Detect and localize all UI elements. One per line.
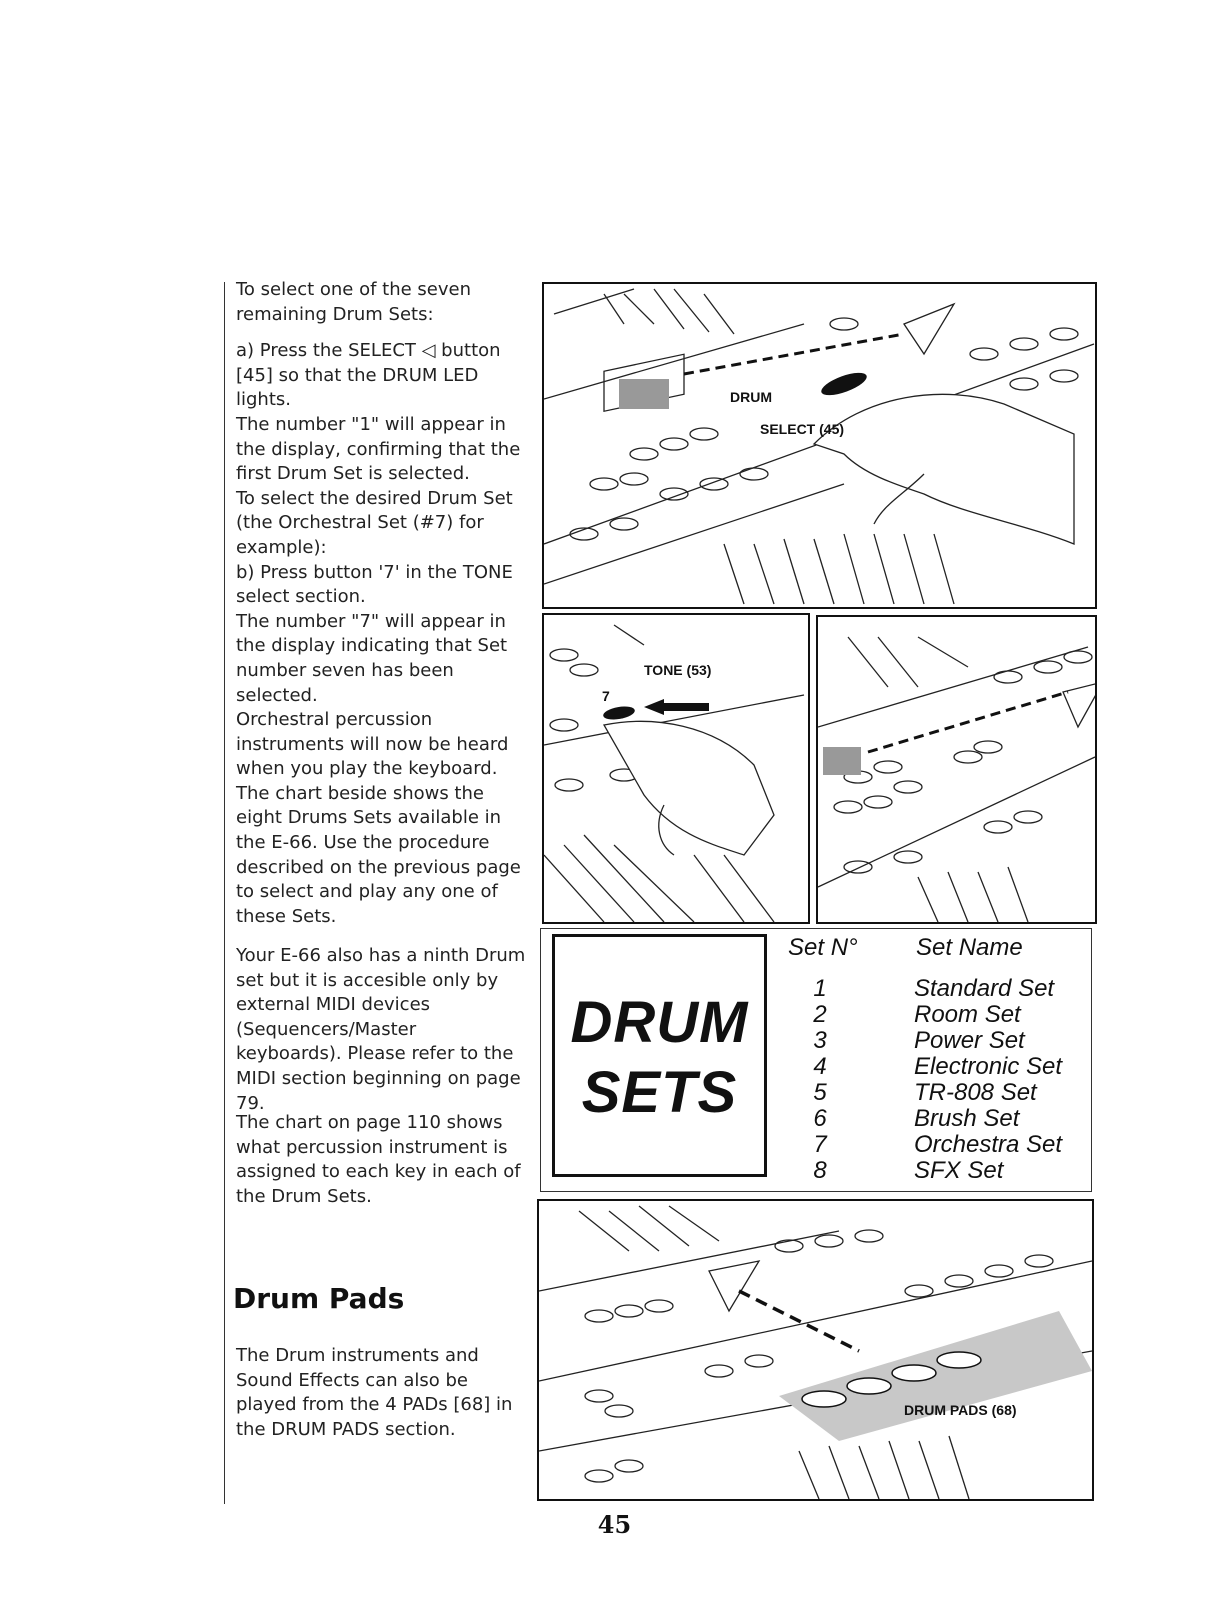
set-number: 1 (813, 975, 827, 1002)
set-name: TR-808 Set (914, 1079, 1037, 1106)
set-number: 5 (813, 1079, 827, 1106)
intro-text (236, 278, 526, 929)
illustration-drum-pads (537, 1199, 1094, 1501)
set-number-header: Set N° (788, 934, 858, 961)
illustration-select-button (542, 282, 1097, 609)
select-button-label: SELECT (45) (760, 421, 845, 437)
set-name: Brush Set (914, 1105, 1020, 1132)
drum-pads-paragraph: The Drum instruments and Sound Effects can also be played from the 4 PADs [68] in the DRUM PADS section. (236, 1345, 513, 1440)
display-drawing (818, 617, 1095, 922)
set-number: 6 (813, 1105, 827, 1132)
ninth-set-paragraph: Your E-66 also has a ninth Drum set but it is accesible only by external MIDI devices (Sequencers/Master keyboards). Please refer to the MIDI section beginning on page 79. (236, 945, 526, 1114)
step-a-result: The number "1" will appear in the display, confirming that the first Drum Set is selected. (236, 413, 521, 485)
set-number: 4 (813, 1053, 827, 1080)
tone-label: TONE (53) (644, 662, 712, 678)
tone-button-drawing (544, 615, 808, 922)
page-number: 45 (597, 1510, 632, 1539)
drum-pads-drawing (539, 1201, 1092, 1499)
illustration-display-seven (816, 615, 1097, 924)
set-name: Power Set (914, 1027, 1025, 1054)
margin-rule (224, 282, 225, 1504)
drum-pads-label: DRUM PADS (68) (904, 1402, 1017, 1418)
set-name-header: Set Name (916, 934, 1023, 961)
illustration-tone-button (542, 613, 810, 924)
chart-note: The chart beside shows the eight Drums Sets available in the E-66. Use the procedure described on the previous page to select and play any one of these Sets. (236, 782, 521, 927)
key-7-label: 7 (602, 688, 610, 704)
set-name: Room Set (914, 1001, 1021, 1028)
set-number: 2 (813, 1001, 827, 1028)
set-number: 7 (813, 1131, 827, 1158)
set-name: Orchestra Set (914, 1131, 1063, 1158)
set-name: Electronic Set (914, 1053, 1063, 1080)
step-b-result: The number "7" will appear in the display indicating that Set number seven has been selected. (236, 610, 508, 706)
intro-p1: To select one of the seven remaining Drum Sets: (236, 279, 472, 325)
chart-reference-paragraph: The chart on page 110 shows what percussion instrument is assigned to each key in each of the Drum Sets. (236, 1112, 521, 1207)
step-b-intro: To select the desired Drum Set (the Orchestral Set (#7) for example): (236, 487, 513, 558)
orchestral-note: Orchestral percussion instruments will now be heard when you play the keyboard. (236, 709, 509, 780)
drum-led-label: DRUM (730, 389, 772, 405)
drum-sets-title-line1: DRUM (570, 990, 749, 1055)
drum-sets-title-line2: SETS (581, 1060, 738, 1125)
set-number: 3 (813, 1027, 827, 1054)
set-name: Standard Set (914, 975, 1055, 1002)
step-a: a) Press the SELECT ◁ button [45] so that the DRUM LED lights. (236, 340, 501, 411)
drum-sets-title-box (552, 934, 767, 1177)
drum-pads-heading: Drum Pads (233, 1282, 405, 1315)
set-name: SFX Set (914, 1157, 1004, 1184)
keyboard-panel-drawing (544, 284, 1095, 607)
set-number: 8 (813, 1157, 827, 1184)
step-b: b) Press button '7' in the TONE select section. (236, 561, 513, 608)
